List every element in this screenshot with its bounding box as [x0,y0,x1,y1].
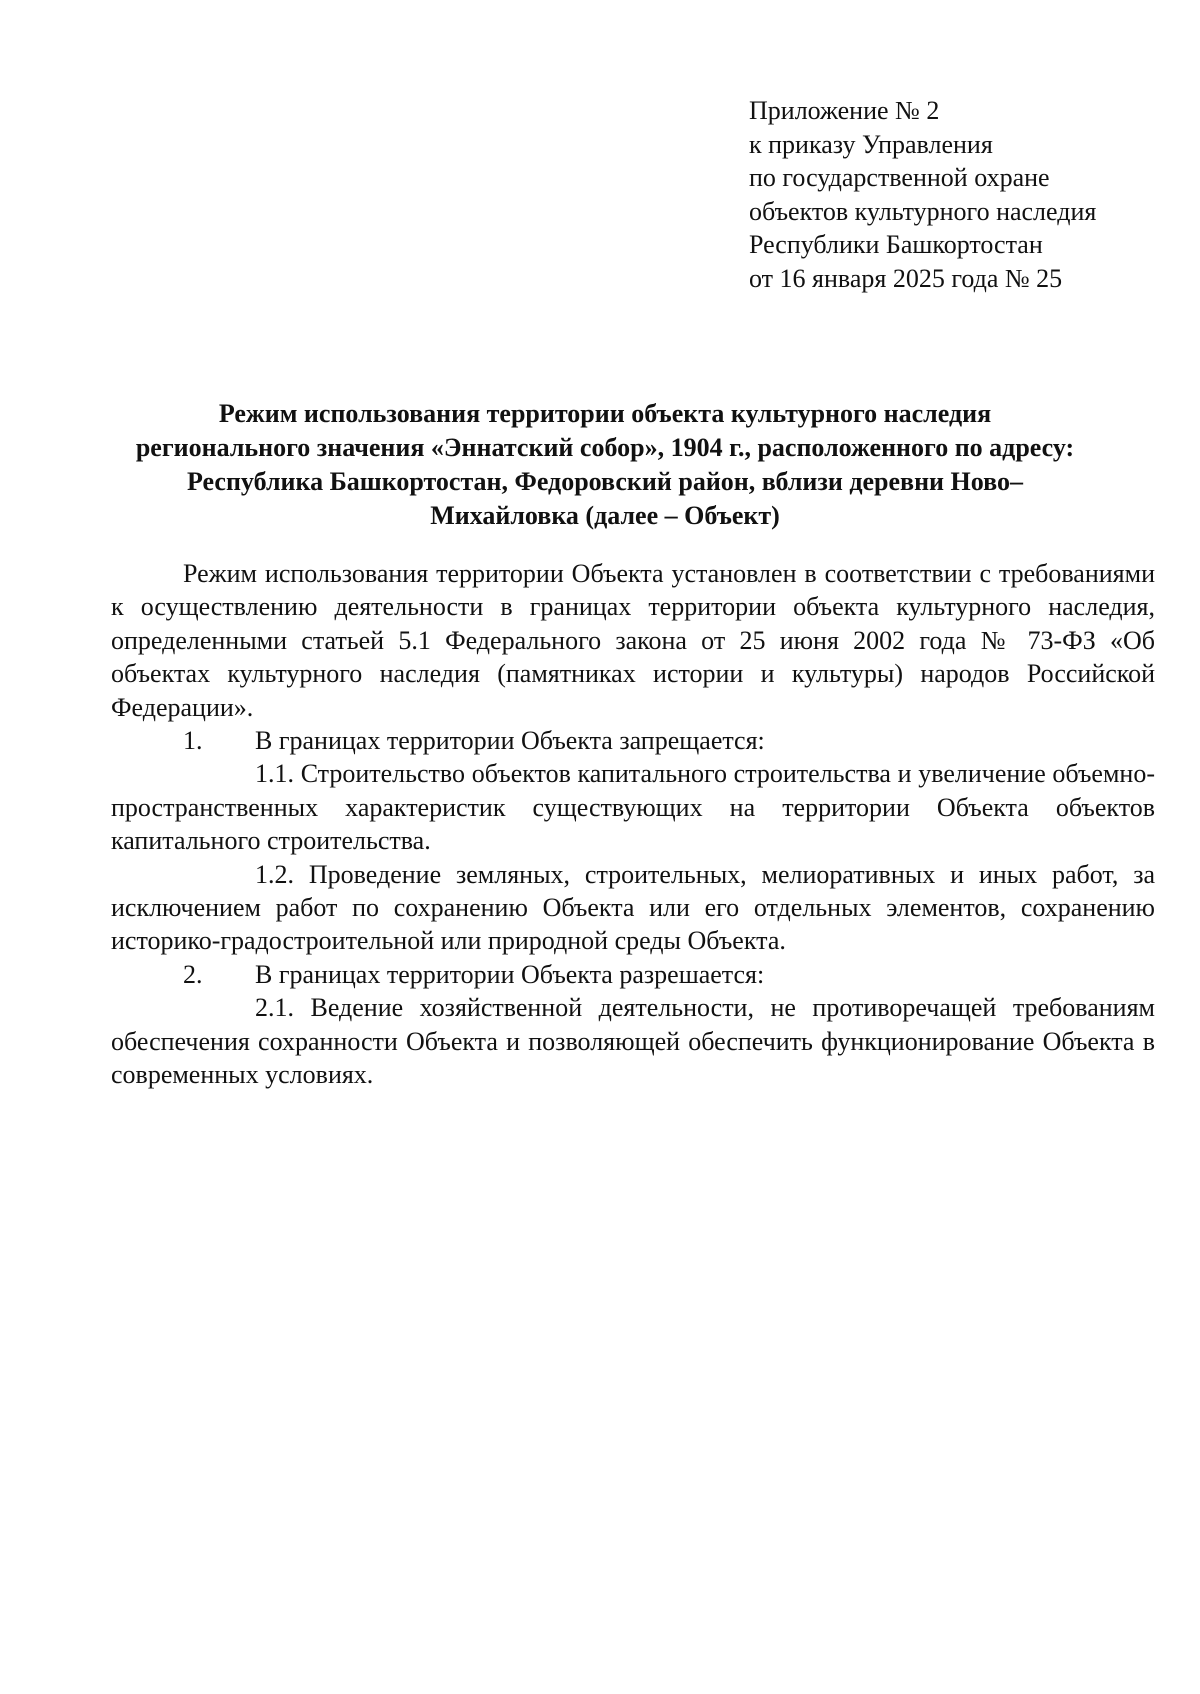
title-line: Михайловка (далее – Объект) [430,501,780,530]
item-number: 1.1. [255,759,294,789]
item-2 [111,958,1155,991]
item-number: 1.2. [255,859,294,889]
item-1 [111,724,1155,757]
approval-line: Республики Башкортостан [749,230,1043,260]
intro-paragraph: Режим использования территории Объекта установлен в соответствии с требованиями к осуществлению деятельности в границах территории объекта культурного наследия, определенными статьей 5.1 Федерального закона от 25 июня 2002 года № 73-ФЗ «Об объектах культурного наследия (памятниках истории и культуры) народов Российской Федерации». [111,559,1155,722]
item-1-2 [111,858,1155,958]
item-text: В границах территории Объекта запрещается: [255,726,765,756]
item-2-1 [111,991,1155,1091]
document-title [110,397,1100,533]
item-number: 2. [183,959,203,989]
item-number: 2.1. [255,993,294,1023]
title-line: Режим использования территории объекта культурного наследия [218,399,992,428]
approval-line: по государственной охране [749,163,1050,193]
item-text: В границах территории Объекта разрешается: [255,959,765,989]
approval-line: от 16 января 2025 года № 25 [749,263,1063,293]
title-line: Республика Башкортостан, Федоровский район, вблизи деревни Ново– [187,467,1023,496]
item-1-1 [111,757,1155,857]
approval-block [749,94,1169,296]
approval-line: к приказу Управления [749,129,993,159]
item-number: 1. [183,726,203,756]
item-text: Проведение земляных, строительных, мелиоративных и иных работ, за исключением работ по сохранению Объекта или его отдельных элементов, сохранению историко-градостроительной или природной среды Объекта. [111,859,1156,956]
approval-line: Приложение № 2 [749,96,940,125]
item-text: Ведение хозяйственной деятельности, не противоречащей требованиям обеспечения сохранности Объекта и позволяющей обеспечить функционирование Объекта в современных условиях. [111,993,1155,1090]
document-body [111,557,1155,1092]
title-line: регионального значения «Эннатский собор», 1904 г., расположенного по адресу: [135,433,1075,462]
approval-line: объектов культурного наследия [749,196,1097,226]
item-text: Строительство объектов капитального строительства и увеличение объемно-пространственных характеристик существующих на территории Объекта объектов капитального строительства. [111,759,1155,856]
